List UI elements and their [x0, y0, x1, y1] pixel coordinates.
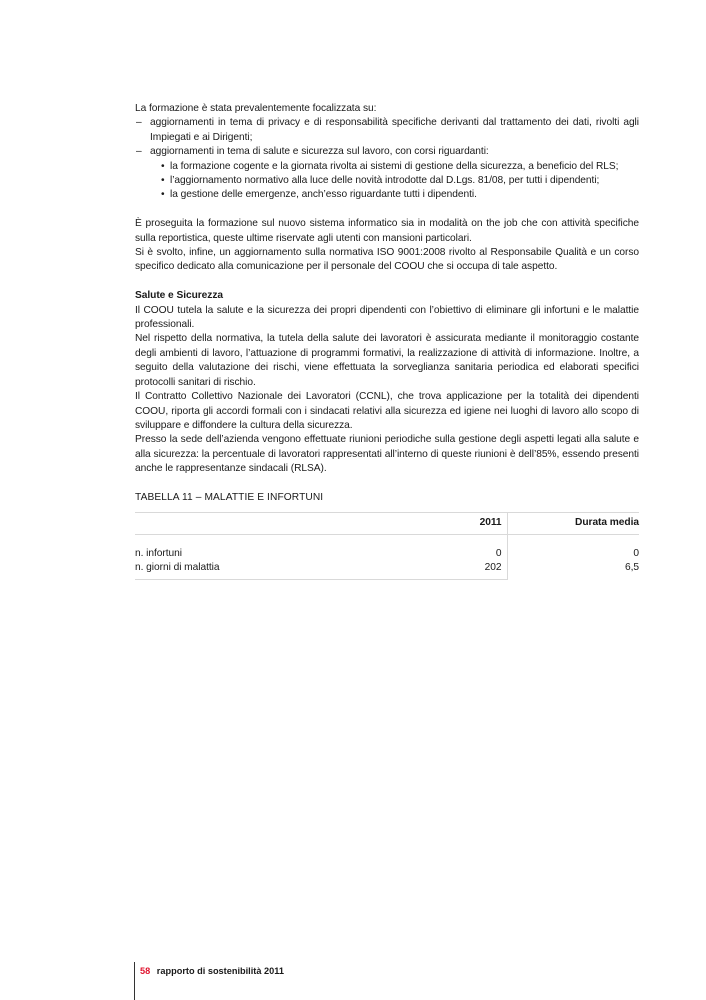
table-caption: TABELLA 11 – MALATTIE E INFORTUNI [135, 491, 324, 503]
intro-text: La formazione è stata prevalentemente focalizzata su: [135, 103, 377, 114]
footer-title: rapporto di sostenibilità 2011 [156, 966, 284, 976]
document-body [135, 102, 639, 580]
topic-text: aggiornamenti in tema di privacy e di responsabilità specifiche derivanti dal trattamento dei dati, rivolti agli Impiegati e ai Dirigenti; [150, 117, 639, 143]
footer-rule [134, 962, 135, 1000]
table-cell: 202 [375, 561, 507, 579]
spacer [135, 477, 639, 491]
dash-marker: – [136, 146, 142, 158]
spacer [135, 203, 639, 217]
paragraph: Nel rispetto della normativa, la tutela della salute dei lavoratori è assicurata mediante il monitoraggio costante degli ambienti di lavoro, l’attuazione di programmi formativi, la realizzazione di attività di informazione. Inoltre, a seguito della valutazione dei rischi, viene effettuata la sorveglianza sanitaria periodica ed elaborati specifici protocolli sanitari di rischio. [135, 333, 639, 388]
spacer [135, 275, 639, 289]
table-header-cell [135, 513, 375, 534]
table-cell [375, 534, 507, 547]
table-cell: 0 [633, 547, 639, 559]
bullet-marker: • [161, 175, 165, 187]
table-spacer-row [135, 534, 639, 547]
illness-injury-table [135, 512, 639, 579]
dash-marker: – [136, 117, 142, 129]
table-header-row [135, 513, 639, 534]
table-cell: n. infortuni [135, 547, 182, 559]
section-title: Salute e Sicurezza [135, 290, 223, 302]
table-row [135, 547, 639, 561]
topic-item [135, 145, 639, 159]
bullet-text: l’aggiornamento normativo alla luce delle novità introdotte dal D.Lgs. 81/08, per tutti i dipendenti; [170, 175, 600, 187]
topic-item [135, 116, 639, 145]
paragraph: Il COOU tutela la salute e la sicurezza dei propri dipendenti con l’obiettivo di eliminare gli infortuni e le malattie professionali. [135, 304, 639, 331]
table-cell: n. giorni di malattia [135, 561, 375, 579]
bullet-item [135, 188, 639, 202]
table-cell: 0 [375, 547, 507, 561]
page-number: 58 [140, 966, 151, 976]
table-row [135, 561, 639, 579]
page-footer [140, 966, 284, 976]
bullet-text: la gestione delle emergenze, anch’esso riguardante tutti i dipendenti. [170, 189, 477, 201]
paragraph: Presso la sede dell’azienda vengono effettuate riunioni periodiche sulla gestione degli aspetti legati alla salute e alla sicurezza: la percentuale di lavoratori rappresentati all’interno di queste riunioni è dell’85%, essendo presenti anche le rappresentanze sindacali (RLSA). [135, 434, 639, 475]
table-cell [135, 534, 375, 547]
table-header-cell: 2011 [375, 513, 507, 534]
table-header-cell: Durata media [507, 513, 639, 534]
paragraph: Il Contratto Collettivo Nazionale dei Lavoratori (CCNL), che trova applicazione per la totalità dei dipendenti COOU, riporta gli accordi formali con i sindacati relativi alla sicurezza ed igiene nei luoghi di lavoro allo scopo di sviluppare e diffondere la cultura della sicurezza. [135, 391, 639, 431]
paragraph: Si è svolto, infine, un aggiornamento sulla normativa ISO 9001:2008 rivolto al Responsabile Qualità e un corso specifico dedicato alla comunicazione per il personale del COOU che si occupa di tale aspetto. [135, 247, 639, 273]
table-cell: 6,5 [624, 562, 639, 574]
table-cell [507, 534, 639, 547]
paragraph: È proseguita la formazione sul nuovo sistema informatico sia in modalità on the job che con attività specifiche sulla reportistica, queste ultime riservate agli utenti con mansioni particolari. [135, 218, 639, 244]
bullet-item [135, 174, 639, 188]
bullet-marker: • [161, 160, 165, 172]
bullet-item [135, 160, 639, 174]
topic-text: aggiornamenti in tema di salute e sicurezza sul lavoro, con corsi riguardanti: [150, 146, 489, 158]
bullet-text: la formazione cogente e la giornata rivolta ai sistemi di gestione della sicurezza, a beneficio del RLS; [170, 160, 619, 172]
bullet-marker: • [161, 189, 165, 201]
